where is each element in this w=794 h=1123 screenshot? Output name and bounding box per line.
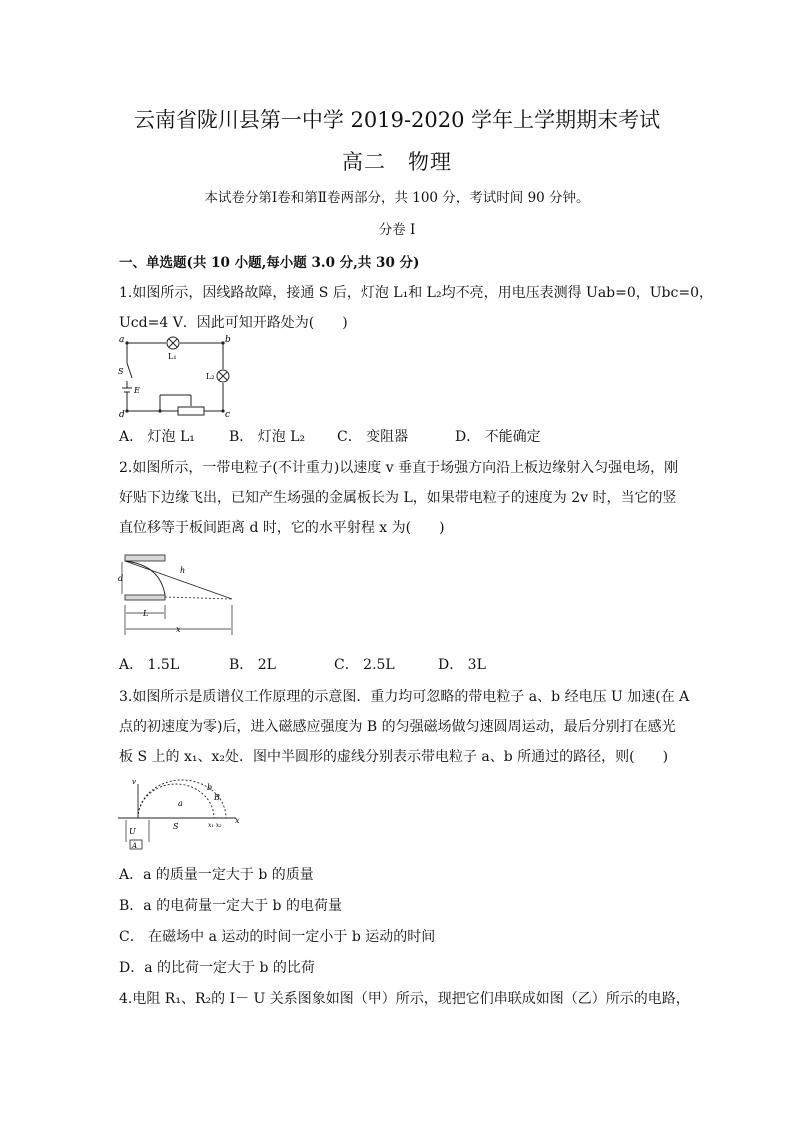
- q2-fig-label-d: d: [118, 574, 124, 583]
- q3-mass-spectrometer-figure: [118, 776, 244, 851]
- q2-plates-figure: [118, 547, 238, 639]
- exam-title: 云南省陇川县第一中学 2019-2020 学年上学期期末考试: [133, 108, 661, 132]
- q1-option-b[interactable]: B． 灯泡 L₂: [229, 429, 306, 445]
- q1-stem-line1: 1.如图所示，因线路故障，接通 S 后，灯泡 L₁和 L₂均不亮，用电压表测得 Uab=0，Ubc=0，: [119, 285, 714, 301]
- q1-fig-label-L1: L₁: [168, 352, 177, 361]
- exam-subtitle: 高二 物理: [342, 150, 452, 174]
- q2-stem-line1: 2.如图所示，一带电粒子(不计重力)以速度 v 垂直于场强方向沿上板边缘射入匀强电场，刚: [119, 460, 679, 476]
- q3-fig-label-x: x: [235, 816, 240, 825]
- q1-circuit-figure: [118, 333, 233, 420]
- q1-option-a[interactable]: A． 灯泡 L₁: [119, 429, 195, 445]
- q3-fig-label-B: B: [214, 793, 220, 802]
- q2-option-b[interactable]: B． 2L: [229, 657, 276, 673]
- q3-option-d[interactable]: D．a 的比荷一定大于 b 的比荷: [119, 960, 315, 976]
- q3-fig-label-A: A: [132, 842, 138, 850]
- q1-fig-label-d: d: [119, 410, 125, 420]
- q3-fig-label-U: U: [129, 827, 136, 836]
- section-label: 分卷 I: [378, 222, 416, 238]
- q1-stem-line2: Ucd=4 V．因此可知开路处为( ): [119, 315, 348, 331]
- exam-intro: 本试卷分第Ⅰ卷和第Ⅱ卷两部分，共 100 分，考试时间 90 分钟。: [204, 190, 590, 206]
- q2-stem-line2: 好贴下边缘飞出，已知产生场强的金属板长为 L，如果带电粒子的速度为 2v 时，当它的竖: [119, 490, 677, 506]
- q2-option-d[interactable]: D． 3L: [438, 657, 486, 673]
- q2-stem-line3: 直位移等于板间距离 d 时，它的水平射程 x 为( ): [119, 520, 445, 536]
- q3-fig-label-S: S: [173, 822, 179, 831]
- q1-fig-label-S: S: [118, 367, 124, 376]
- q1-fig-label-E: E: [134, 386, 140, 395]
- q1-option-d[interactable]: D． 不能确定: [455, 429, 541, 445]
- q4-stem-line1: 4.电阻 R₁、R₂的 I－ U 关系图象如图（甲）所示，现把它们串联成如图（乙）所示的电路，: [119, 991, 690, 1007]
- q1-fig-label-L2: L₂: [206, 372, 215, 381]
- q3-fig-label-v: v: [132, 778, 136, 786]
- q3-stem-line2: 点的初速度为零)后，进入磁感应强度为 B 的匀强磁场做匀速圆周运动，最后分别打在感光: [119, 719, 676, 735]
- q3-fig-label-x1x2: x₁ x₂: [208, 822, 222, 829]
- q1-fig-label-a: a: [119, 335, 125, 345]
- q2-option-a[interactable]: A． 1.5L: [119, 657, 180, 673]
- q3-stem-line3: 板 S 上的 x₁、x₂处．图中半圆形的虚线分别表示带电粒子 a、b 所通过的路径，则( ): [119, 749, 669, 765]
- q3-option-a[interactable]: A．a 的质量一定大于 b 的质量: [119, 867, 314, 883]
- q2-fig-label-h: h: [180, 566, 186, 575]
- q3-stem-line1: 3.如图所示是质谱仪工作原理的示意图．重力均可忽略的带电粒子 a、b 经电压 U 加速(在 A: [119, 689, 690, 705]
- q3-option-b[interactable]: B．a 的电荷量一定大于 b 的电荷量: [119, 898, 342, 914]
- q3-fig-label-a: a: [178, 799, 183, 808]
- q1-fig-label-b: b: [225, 335, 231, 345]
- q2-fig-label-L: L: [143, 609, 149, 618]
- q3-option-c[interactable]: C． 在磁场中 a 运动的时间一定小于 b 运动的时间: [119, 929, 436, 945]
- q2-fig-label-x: x: [176, 625, 181, 634]
- q1-fig-label-c: c: [225, 410, 231, 420]
- q2-option-c[interactable]: C． 2.5L: [334, 657, 395, 673]
- q1-option-c[interactable]: C． 变阻器: [337, 429, 409, 445]
- q3-fig-label-b: b: [207, 783, 213, 792]
- part-heading: 一、单选题(共 10 小题,每小题 3.0 分,共 30 分): [119, 255, 420, 271]
